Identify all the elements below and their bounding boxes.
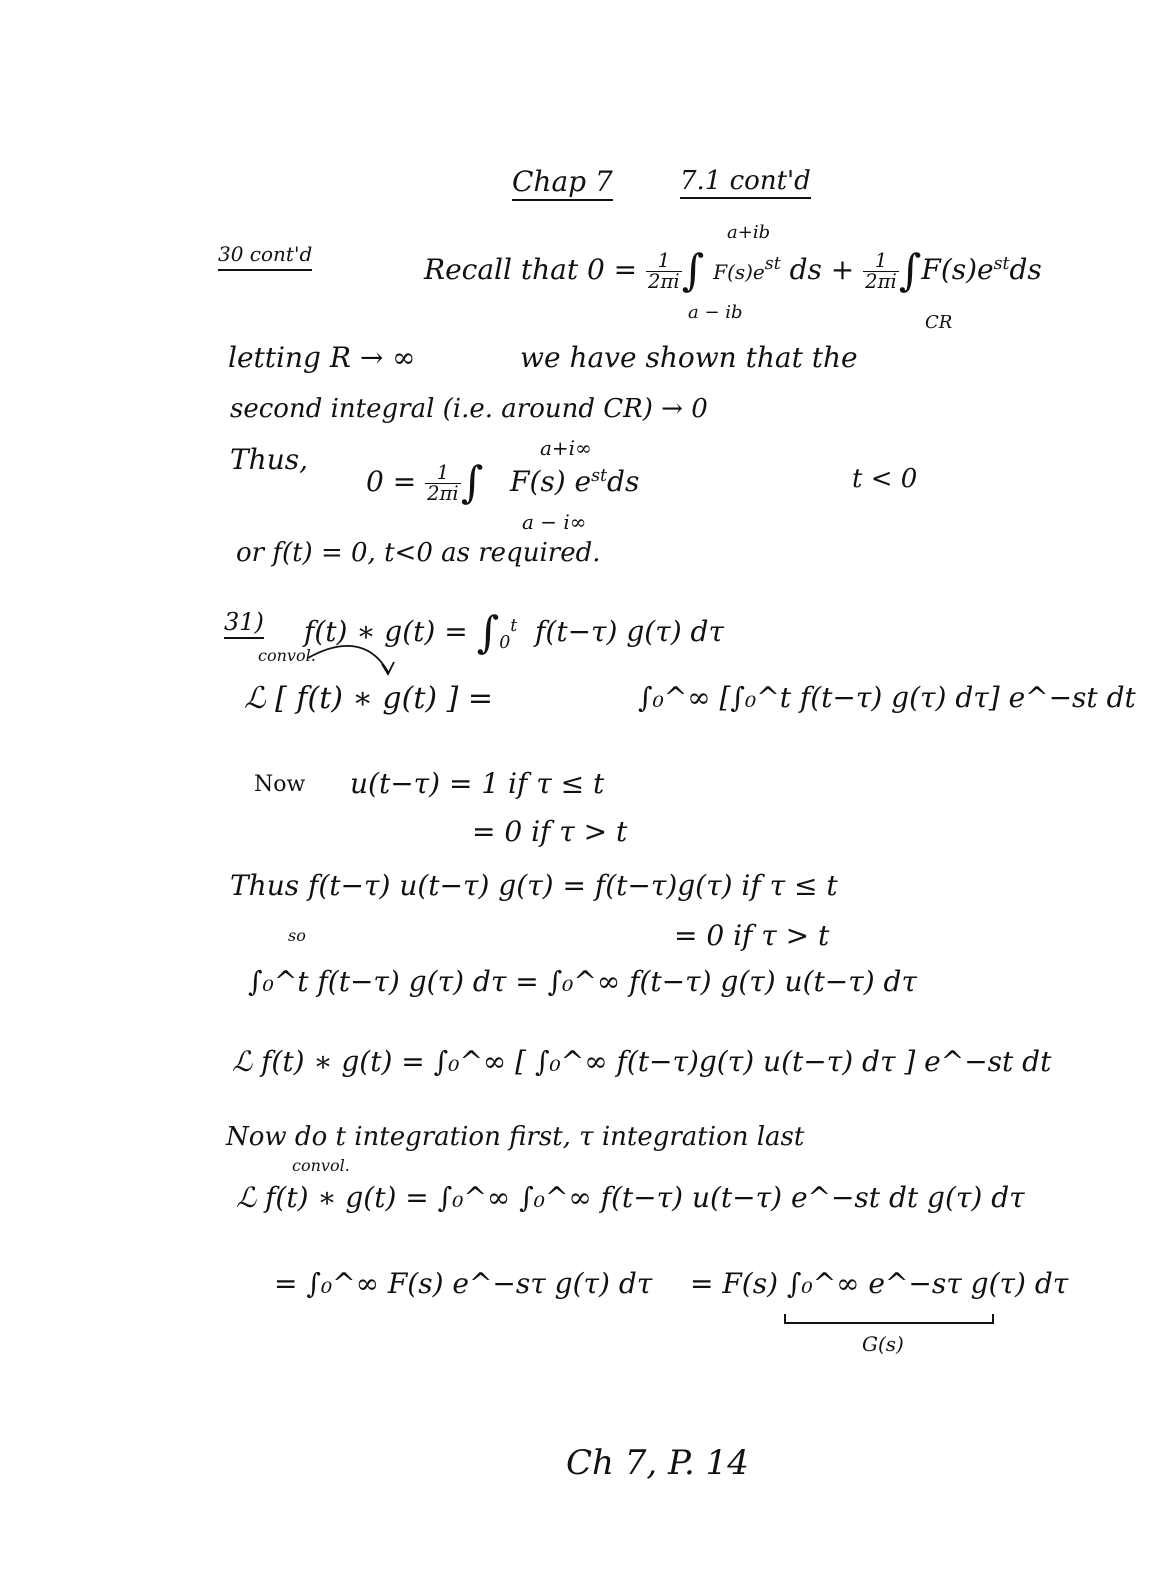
thus-unit-step-line: Thus f(t−τ) u(t−τ) g(τ) = f(t−τ)g(τ) if τ ≤ t (230, 869, 838, 902)
exponent-3: st (591, 465, 608, 486)
so-label: so (288, 926, 306, 945)
have-shown-line: we have shown that the (520, 341, 858, 374)
integrand-1: F(s)e (713, 260, 765, 285)
fraction-1-over-2pi-i-c: $\frac{1}{2\pi i}$ (427, 460, 459, 506)
ds-3: ds (607, 465, 640, 499)
plus-sign: + (830, 253, 855, 287)
swapped-order-equation: ℒ f(t) ∗ g(t) = ∫₀^∞ ∫₀^∞ f(t−τ) u(t−τ) e^−st dt g(τ) dτ (236, 1181, 1025, 1214)
fraction-1-over-2pi-i-b: $\frac{1}{2\pi i}$ (865, 248, 897, 294)
contour-cr-label: CR (925, 312, 953, 333)
integration-order-line: Now do t integration first, τ integration last (226, 1122, 805, 1152)
laplace-of-convolution-rhs: ∫₀^∞ [∫₀^t f(t−τ) g(τ) dτ] e^−st dt (638, 681, 1136, 714)
convol-annotation-2: convol. (292, 1156, 350, 1175)
result-equation-a: = ∫₀^∞ F(s) e^−sτ g(τ) dτ (274, 1267, 653, 1300)
def-lower-limit: 0 (499, 632, 511, 653)
letting-r-line: letting R → ∞ (228, 341, 416, 374)
unit-step-def-1: u(t−τ) = 1 if τ ≤ t (350, 767, 605, 800)
integral-sign-2: ∫ (898, 246, 922, 296)
recall-equation (424, 246, 1042, 296)
ds-2: ds (1009, 253, 1042, 287)
conclusion-line: or f(t) = 0, t<0 as required. (236, 538, 601, 568)
condition-t-negative: t < 0 (852, 464, 918, 494)
inverse-laplace-equation (366, 458, 640, 508)
laplace-of-convolution: ℒ [ f(t) ∗ g(t) ] = (244, 681, 493, 716)
integrand-3: F(s) e (510, 465, 592, 499)
recall-text: Recall that 0 = (424, 253, 647, 287)
unit-step-def-2: = 0 if τ > t (472, 815, 628, 848)
lower-limit-1: a − ib (688, 302, 743, 323)
thus-unit-step-line-2: = 0 if τ > t (674, 919, 830, 952)
convolution-lhs: f(t) ∗ g(t) = (304, 615, 477, 649)
upper-limit-2: a+i∞ (540, 436, 592, 460)
problem-30-label (218, 244, 312, 264)
result-equation-b: = F(s) ∫₀^∞ e^−sτ g(τ) dτ (690, 1267, 1069, 1300)
eq-left: 0 = (366, 465, 426, 499)
chapter-heading: Chap 7 (512, 168, 613, 201)
exponent-2: st (993, 253, 1010, 274)
convolution-definition (304, 608, 724, 658)
page-number: Ch 7, P. 14 (566, 1443, 749, 1483)
exponent-1: st (764, 253, 781, 274)
laplace-double-integral: ℒ f(t) ∗ g(t) = ∫₀^∞ [ ∫₀^∞ f(t−τ)g(τ) u(t−τ) dτ ] e^−st dt (232, 1045, 1052, 1078)
convolution-rhs: f(t−τ) g(τ) dτ (535, 615, 724, 649)
problem-31-label: 31) (224, 610, 264, 639)
second-integral-line: second integral (i.e. around CR) → 0 (230, 394, 708, 424)
now-label: Now (254, 772, 306, 797)
integrand-2: F(s)e (921, 253, 994, 287)
integral-sign-3: ∫ (460, 458, 484, 508)
integral-with-step-equation: ∫₀^t f(t−τ) g(τ) dτ = ∫₀^∞ f(t−τ) g(τ) u(t−τ) dτ (248, 965, 917, 998)
problem-30-label-text: 30 cont'd (218, 242, 312, 271)
convol-arrow-head (382, 662, 394, 674)
def-upper-limit: t (510, 615, 518, 636)
integral-sign: ∫ (681, 246, 705, 296)
laplace-g-label: G(s) (862, 1332, 904, 1356)
thus-label: Thus, (230, 443, 309, 476)
underbrace-gs (784, 1314, 994, 1324)
fraction-1-over-2pi-i: $\frac{1}{2\pi i}$ (648, 248, 680, 294)
integral-sign-4: ∫ (476, 608, 500, 658)
lower-limit-2: a − i∞ (522, 510, 587, 534)
convol-annotation: convol. (258, 646, 316, 665)
ds-1: ds (789, 253, 822, 287)
section-heading: 7.1 cont'd (680, 168, 811, 199)
upper-limit-1: a+ib (727, 222, 771, 243)
